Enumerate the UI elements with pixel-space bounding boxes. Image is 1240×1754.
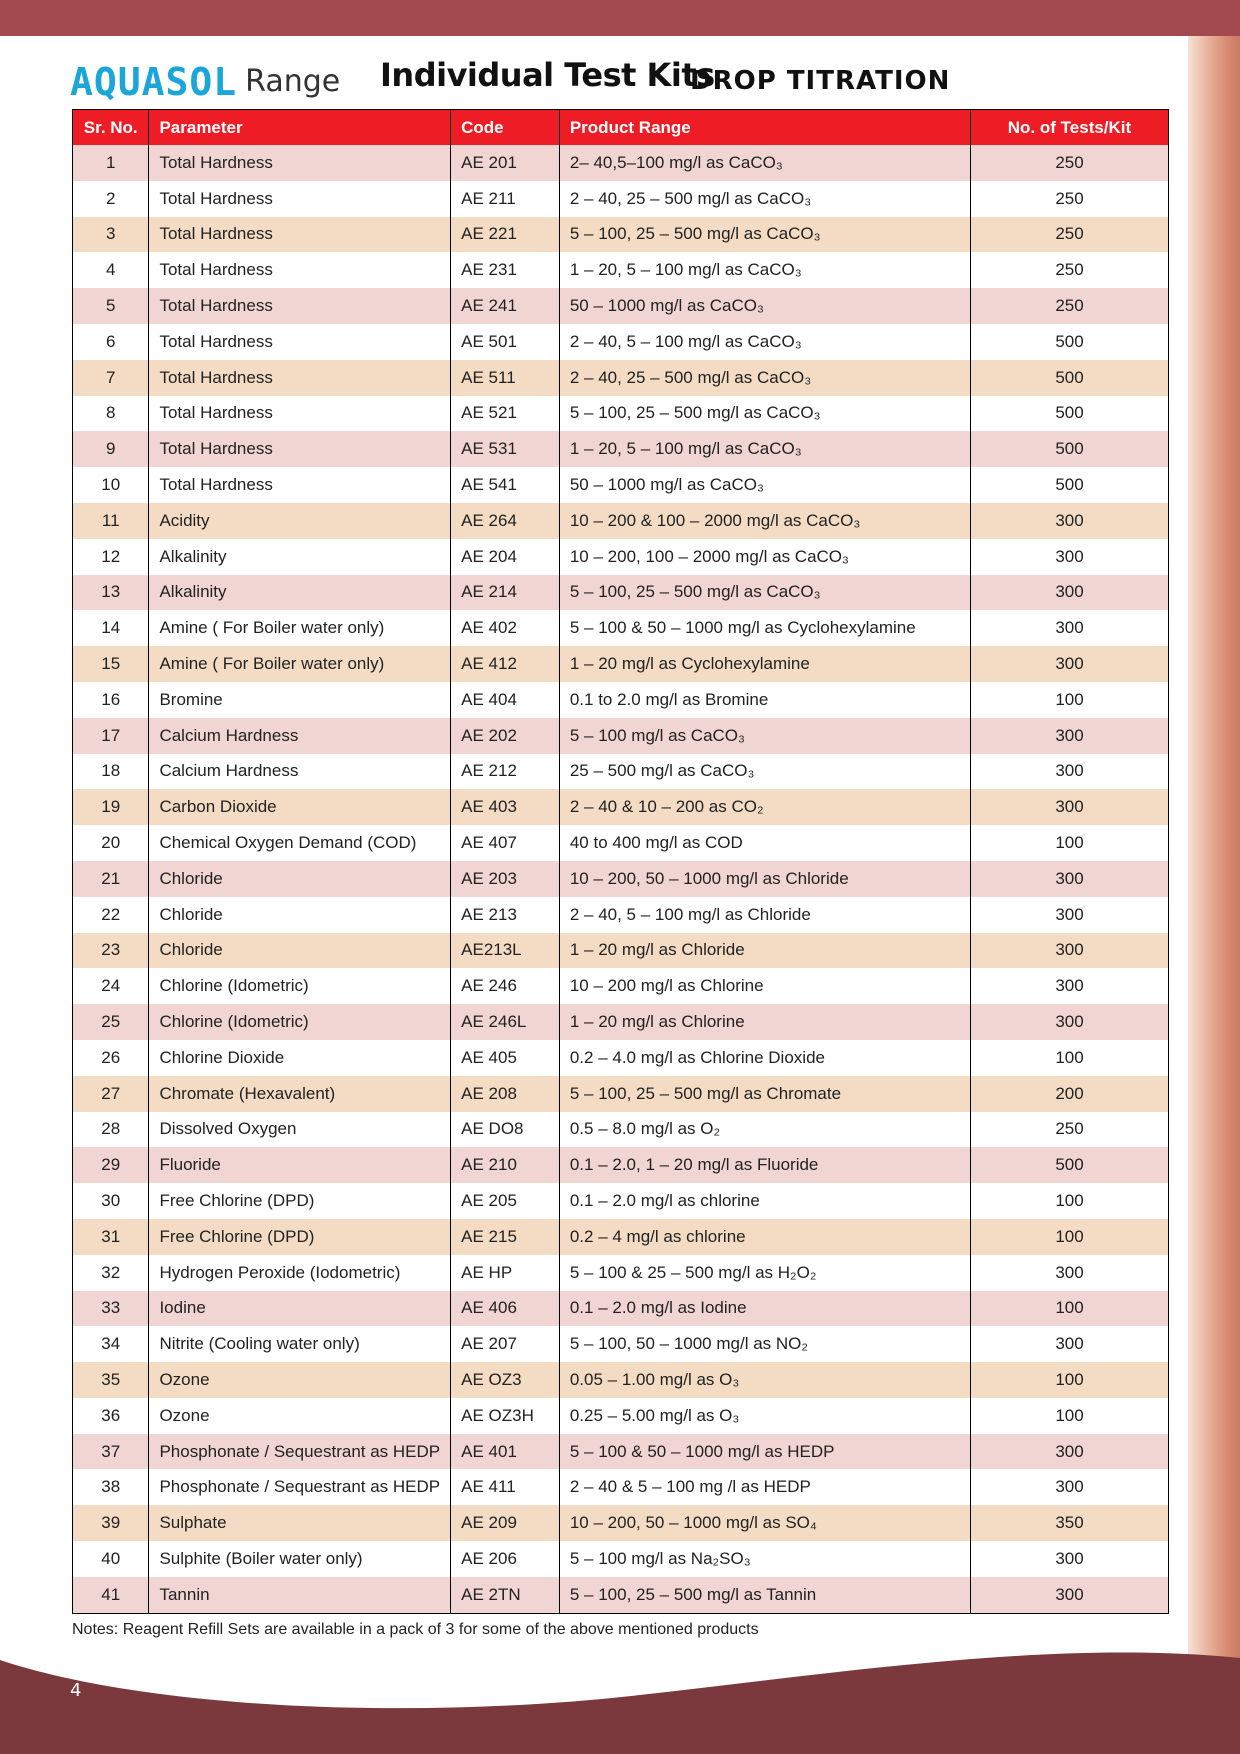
cell-tests-per-kit: 300: [971, 1255, 1169, 1291]
cell-sr-no: 33: [101, 1298, 121, 1318]
cell-sr-no: 20: [101, 833, 121, 853]
cell-tests-per-kit: 350: [971, 1505, 1169, 1541]
cell-code: AE 411: [451, 1469, 560, 1505]
cell-code: AE 212: [451, 754, 560, 790]
aquasol-logo: [70, 54, 340, 104]
table-row: [73, 1076, 1169, 1112]
cell-product-range: 10 – 200, 50 – 1000 mg/l as SO₄: [559, 1505, 970, 1541]
brand-range-word: Range: [245, 64, 341, 99]
cell-tests-per-kit: 300: [971, 897, 1169, 933]
table-row: [73, 1541, 1169, 1577]
cell-parameter: Dissolved Oxygen: [149, 1112, 451, 1148]
table-row: [73, 1291, 1169, 1327]
cell-tests-per-kit: 500: [971, 396, 1169, 432]
cell-tests-per-kit: 250: [971, 288, 1169, 324]
table-row: [73, 360, 1169, 396]
table-row: [73, 145, 1169, 181]
table-body: [73, 145, 1169, 1613]
cell-parameter: Total Hardness: [149, 467, 451, 503]
cell-sr-no: 41: [101, 1584, 121, 1604]
test-kits-table: [72, 109, 1169, 1614]
cell-tests-per-kit: 300: [971, 1469, 1169, 1505]
cell-product-range: 5 – 100 & 25 – 500 mg/l as H₂O₂: [559, 1255, 970, 1291]
cell-product-range: 5 – 100, 50 – 1000 mg/l as NO₂: [559, 1326, 970, 1362]
cell-tests-per-kit: 300: [971, 646, 1169, 682]
table-row: [73, 252, 1169, 288]
cell-product-range: 2– 40,5–100 mg/l as CaCO₃: [559, 145, 970, 181]
cell-product-range: 10 – 200 & 100 – 2000 mg/l as CaCO₃: [559, 503, 970, 539]
cell-parameter: Hydrogen Peroxide (Iodometric): [149, 1255, 451, 1291]
table-row: [73, 288, 1169, 324]
cell-product-range: 5 – 100, 25 – 500 mg/l as Tannin: [559, 1577, 970, 1613]
cell-product-range: 2 – 40 & 10 – 200 as CO₂: [559, 789, 970, 825]
cell-code: AE 402: [451, 610, 560, 646]
cell-sr-no: 8: [105, 403, 116, 423]
table-row: [73, 933, 1169, 969]
table-row: [73, 1004, 1169, 1040]
bottom-wave: [0, 1640, 1240, 1754]
cell-product-range: 5 – 100 & 50 – 1000 mg/l as HEDP: [559, 1434, 970, 1470]
cell-code: AE 208: [451, 1076, 560, 1112]
table-header-row: [73, 110, 1169, 146]
table-row: [73, 1434, 1169, 1470]
cell-sr-no: 19: [101, 797, 121, 817]
cell-code: AE 209: [451, 1505, 560, 1541]
cell-code: AE 203: [451, 861, 560, 897]
cell-code: AE 521: [451, 396, 560, 432]
cell-tests-per-kit: 250: [971, 252, 1169, 288]
cell-parameter: Alkalinity: [149, 539, 451, 575]
table-row: [73, 1112, 1169, 1148]
cell-sr-no: 39: [101, 1513, 121, 1533]
cell-sr-no: 34: [101, 1334, 121, 1354]
cell-tests-per-kit: 300: [971, 610, 1169, 646]
table-row: [73, 1040, 1169, 1076]
cell-product-range: 0.05 – 1.00 mg/l as O₃: [559, 1362, 970, 1398]
cell-code: AE 404: [451, 682, 560, 718]
cell-sr-no: 35: [101, 1369, 121, 1389]
cell-tests-per-kit: 100: [971, 1040, 1169, 1076]
cell-product-range: 0.25 – 5.00 mg/l as O₃: [559, 1398, 970, 1434]
cell-product-range: 0.2 – 4.0 mg/l as Chlorine Dioxide: [559, 1040, 970, 1076]
cell-parameter: Free Chlorine (DPD): [149, 1219, 451, 1255]
cell-code: AE 246: [451, 968, 560, 1004]
cell-sr-no: 4: [105, 260, 116, 280]
table-row: [73, 1255, 1169, 1291]
cell-product-range: 5 – 100, 25 – 500 mg/l as CaCO₃: [559, 217, 970, 253]
cell-code: AE213L: [451, 933, 560, 969]
cell-tests-per-kit: 300: [971, 539, 1169, 575]
table-row: [73, 825, 1169, 861]
cell-product-range: 1 – 20 mg/l as Chloride: [559, 933, 970, 969]
cell-product-range: 5 – 100 mg/l as CaCO₃: [559, 718, 970, 754]
cell-parameter: Fluoride: [149, 1147, 451, 1183]
cell-product-range: 5 – 100, 25 – 500 mg/l as CaCO₃: [559, 396, 970, 432]
brand-name: AQUASOL: [70, 60, 238, 104]
table-row: [73, 1505, 1169, 1541]
cell-product-range: 10 – 200, 50 – 1000 mg/l as Chloride: [559, 861, 970, 897]
table-row: [73, 968, 1169, 1004]
table-row: [73, 575, 1169, 611]
cell-product-range: 5 – 100, 25 – 500 mg/l as CaCO₃: [559, 575, 970, 611]
cell-code: AE 531: [451, 431, 560, 467]
cell-tests-per-kit: 500: [971, 467, 1169, 503]
cell-tests-per-kit: 300: [971, 789, 1169, 825]
cell-product-range: 5 – 100 mg/l as Na₂SO₃: [559, 1541, 970, 1577]
cell-product-range: 2 – 40 & 5 – 100 mg /l as HEDP: [559, 1469, 970, 1505]
cell-parameter: Total Hardness: [149, 252, 451, 288]
cell-parameter: Sulphate: [149, 1505, 451, 1541]
cell-parameter: Calcium Hardness: [149, 718, 451, 754]
cell-code: AE 205: [451, 1183, 560, 1219]
cell-sr-no: 23: [101, 940, 121, 960]
cell-sr-no: 1: [105, 152, 116, 172]
cell-product-range: 0.2 – 4 mg/l as chlorine: [559, 1219, 970, 1255]
cell-parameter: Phosphonate / Sequestrant as HEDP: [149, 1469, 451, 1505]
cell-product-range: 0.1 – 2.0 mg/l as chlorine: [559, 1183, 970, 1219]
cell-product-range: 50 – 1000 mg/l as CaCO₃: [559, 288, 970, 324]
table-row: [73, 503, 1169, 539]
cell-code: AE 202: [451, 718, 560, 754]
cell-parameter: Total Hardness: [149, 145, 451, 181]
cell-sr-no: 25: [101, 1012, 121, 1032]
cell-code: AE 241: [451, 288, 560, 324]
cell-code: AE 210: [451, 1147, 560, 1183]
cell-product-range: 0.1 – 2.0 mg/l as Iodine: [559, 1291, 970, 1327]
cell-tests-per-kit: 100: [971, 1362, 1169, 1398]
table-row: [73, 861, 1169, 897]
cell-code: AE 264: [451, 503, 560, 539]
cell-tests-per-kit: 300: [971, 1577, 1169, 1613]
cell-product-range: 1 – 20, 5 – 100 mg/l as CaCO₃: [559, 252, 970, 288]
cell-sr-no: 2: [105, 188, 116, 208]
cell-tests-per-kit: 250: [971, 181, 1169, 217]
cell-code: AE 511: [451, 360, 560, 396]
table-row: [73, 1577, 1169, 1613]
cell-sr-no: 22: [101, 904, 121, 924]
cell-sr-no: 15: [101, 654, 121, 674]
cell-parameter: Bromine: [149, 682, 451, 718]
table-row: [73, 1183, 1169, 1219]
cell-parameter: Sulphite (Boiler water only): [149, 1541, 451, 1577]
cell-sr-no: 18: [101, 761, 121, 781]
cell-tests-per-kit: 300: [971, 968, 1169, 1004]
cell-tests-per-kit: 300: [971, 575, 1169, 611]
table-row: [73, 1219, 1169, 1255]
cell-sr-no: 38: [101, 1477, 121, 1497]
cell-parameter: Total Hardness: [149, 288, 451, 324]
cell-sr-no: 13: [101, 582, 121, 602]
cell-sr-no: 40: [101, 1548, 121, 1568]
cell-tests-per-kit: 500: [971, 324, 1169, 360]
cell-product-range: 0.1 to 2.0 mg/l as Bromine: [559, 682, 970, 718]
cell-tests-per-kit: 100: [971, 1291, 1169, 1327]
cell-parameter: Chemical Oxygen Demand (COD): [149, 825, 451, 861]
cell-tests-per-kit: 500: [971, 1147, 1169, 1183]
page-number: 4: [70, 1680, 82, 1701]
table-row: [73, 1469, 1169, 1505]
cell-code: AE DO8: [451, 1112, 560, 1148]
cell-sr-no: 27: [101, 1083, 121, 1103]
cell-tests-per-kit: 100: [971, 1398, 1169, 1434]
column-header-tests-per-kit: No. of Tests/Kit: [971, 110, 1169, 146]
cell-parameter: Ozone: [149, 1398, 451, 1434]
table-row: [73, 396, 1169, 432]
cell-parameter: Alkalinity: [149, 575, 451, 611]
cell-product-range: 2 – 40, 25 – 500 mg/l as CaCO₃: [559, 181, 970, 217]
cell-parameter: Carbon Dioxide: [149, 789, 451, 825]
cell-parameter: Acidity: [149, 503, 451, 539]
cell-code: AE 231: [451, 252, 560, 288]
cell-code: AE 541: [451, 467, 560, 503]
cell-parameter: Total Hardness: [149, 181, 451, 217]
cell-code: AE 406: [451, 1291, 560, 1327]
cell-sr-no: 31: [101, 1226, 121, 1246]
cell-code: AE 215: [451, 1219, 560, 1255]
table-row: [73, 789, 1169, 825]
cell-sr-no: 10: [101, 475, 121, 495]
cell-parameter: Total Hardness: [149, 360, 451, 396]
cell-sr-no: 37: [101, 1441, 121, 1461]
cell-parameter: Chloride: [149, 861, 451, 897]
page-header: [70, 50, 1170, 110]
table-row: [73, 897, 1169, 933]
column-header-code: Code: [451, 110, 560, 146]
cell-sr-no: 26: [101, 1047, 121, 1067]
cell-code: AE OZ3: [451, 1362, 560, 1398]
cell-parameter: Iodine: [149, 1291, 451, 1327]
cell-sr-no: 11: [101, 510, 120, 530]
cell-product-range: 2 – 40, 5 – 100 mg/l as Chloride: [559, 897, 970, 933]
cell-sr-no: 21: [101, 868, 121, 888]
table-row: [73, 324, 1169, 360]
cell-product-range: 10 – 200, 100 – 2000 mg/l as CaCO₃: [559, 539, 970, 575]
cell-tests-per-kit: 300: [971, 1004, 1169, 1040]
cell-product-range: 1 – 20 mg/l as Cyclohexylamine: [559, 646, 970, 682]
cell-code: AE 407: [451, 825, 560, 861]
cell-code: AE 213: [451, 897, 560, 933]
cell-parameter: Total Hardness: [149, 396, 451, 432]
cell-tests-per-kit: 300: [971, 1541, 1169, 1577]
table-row: [73, 467, 1169, 503]
cell-code: AE 401: [451, 1434, 560, 1470]
cell-tests-per-kit: 300: [971, 1326, 1169, 1362]
footnote: Notes: Reagent Refill Sets are available in a pack of 3 for some of the above mentioned products: [72, 1621, 759, 1638]
cell-code: AE 201: [451, 145, 560, 181]
cell-code: AE OZ3H: [451, 1398, 560, 1434]
cell-code: AE 403: [451, 789, 560, 825]
cell-tests-per-kit: 300: [971, 861, 1169, 897]
cell-code: AE 246L: [451, 1004, 560, 1040]
cell-tests-per-kit: 300: [971, 1434, 1169, 1470]
cell-code: AE 2TN: [451, 1577, 560, 1613]
cell-tests-per-kit: 100: [971, 1219, 1169, 1255]
cell-code: AE 214: [451, 575, 560, 611]
table-row: [73, 181, 1169, 217]
cell-code: AE 204: [451, 539, 560, 575]
cell-code: AE 211: [451, 181, 560, 217]
cell-sr-no: 29: [101, 1155, 121, 1175]
cell-tests-per-kit: 100: [971, 682, 1169, 718]
cell-code: AE 412: [451, 646, 560, 682]
table-row: [73, 1326, 1169, 1362]
cell-sr-no: 30: [101, 1191, 121, 1210]
side-decoration: [1188, 36, 1240, 1676]
cell-sr-no: 7: [105, 367, 116, 387]
cell-parameter: Calcium Hardness: [149, 754, 451, 790]
cell-code: AE 501: [451, 324, 560, 360]
cell-code: AE 207: [451, 1326, 560, 1362]
cell-code: AE 405: [451, 1040, 560, 1076]
column-header-sr-no: Sr. No.: [73, 110, 149, 146]
cell-product-range: 1 – 20, 5 – 100 mg/l as CaCO₃: [559, 431, 970, 467]
cell-product-range: 5 – 100, 25 – 500 mg/l as Chromate: [559, 1076, 970, 1112]
cell-sr-no: 16: [101, 689, 121, 709]
cell-product-range: 1 – 20 mg/l as Chlorine: [559, 1004, 970, 1040]
table-row: [73, 718, 1169, 754]
table-row: [73, 217, 1169, 253]
cell-parameter: Amine ( For Boiler water only): [149, 610, 451, 646]
cell-parameter: Phosphonate / Sequestrant as HEDP: [149, 1434, 451, 1470]
table-row: [73, 431, 1169, 467]
cell-tests-per-kit: 500: [971, 360, 1169, 396]
cell-tests-per-kit: 200: [971, 1076, 1169, 1112]
table-row: [73, 1362, 1169, 1398]
cell-tests-per-kit: 250: [971, 1112, 1169, 1148]
cell-sr-no: 14: [101, 618, 121, 638]
cell-tests-per-kit: 300: [971, 718, 1169, 754]
table-row: [73, 610, 1169, 646]
cell-tests-per-kit: 250: [971, 145, 1169, 181]
column-header-product-range: Product Range: [559, 110, 970, 146]
cell-product-range: 50 – 1000 mg/l as CaCO₃: [559, 467, 970, 503]
cell-product-range: 2 – 40, 5 – 100 mg/l as CaCO₃: [559, 324, 970, 360]
cell-sr-no: 28: [101, 1119, 121, 1139]
cell-tests-per-kit: 300: [971, 754, 1169, 790]
cell-product-range: 2 – 40, 25 – 500 mg/l as CaCO₃: [559, 360, 970, 396]
cell-sr-no: 24: [101, 976, 121, 996]
cell-parameter: Chlorine (Idometric): [149, 968, 451, 1004]
cell-parameter: Total Hardness: [149, 431, 451, 467]
cell-parameter: Tannin: [149, 1577, 451, 1613]
cell-sr-no: 32: [101, 1262, 121, 1282]
cell-product-range: 0.5 – 8.0 mg/l as O₂: [559, 1112, 970, 1148]
cell-product-range: 5 – 100 & 50 – 1000 mg/l as Cyclohexylamine: [559, 610, 970, 646]
cell-tests-per-kit: 250: [971, 217, 1169, 253]
cell-tests-per-kit: 100: [971, 1183, 1169, 1219]
cell-parameter: Total Hardness: [149, 217, 451, 253]
top-band: [0, 0, 1240, 36]
cell-tests-per-kit: 500: [971, 431, 1169, 467]
cell-code: AE HP: [451, 1255, 560, 1291]
cell-tests-per-kit: 300: [971, 933, 1169, 969]
cell-parameter: Ozone: [149, 1362, 451, 1398]
column-header-parameter: Parameter: [149, 110, 451, 146]
cell-sr-no: 5: [105, 296, 116, 316]
cell-tests-per-kit: 100: [971, 825, 1169, 861]
cell-product-range: 0.1 – 2.0, 1 – 20 mg/l as Fluoride: [559, 1147, 970, 1183]
cell-sr-no: 6: [105, 331, 116, 351]
cell-tests-per-kit: 300: [971, 503, 1169, 539]
cell-sr-no: 17: [101, 725, 121, 745]
cell-sr-no: 3: [105, 224, 116, 244]
cell-code: AE 221: [451, 217, 560, 253]
page-subtitle: DROP TITRATION: [690, 66, 951, 96]
table-row: [73, 682, 1169, 718]
cell-product-range: 25 – 500 mg/l as CaCO₃: [559, 754, 970, 790]
cell-parameter: Chloride: [149, 933, 451, 969]
cell-product-range: 10 – 200 mg/l as Chlorine: [559, 968, 970, 1004]
cell-sr-no: 9: [105, 439, 116, 459]
cell-parameter: Chloride: [149, 897, 451, 933]
cell-code: AE 206: [451, 1541, 560, 1577]
cell-parameter: Nitrite (Cooling water only): [149, 1326, 451, 1362]
cell-parameter: Total Hardness: [149, 324, 451, 360]
cell-parameter: Chlorine (Idometric): [149, 1004, 451, 1040]
table-row: [73, 1147, 1169, 1183]
table-row: [73, 539, 1169, 575]
cell-sr-no: 12: [101, 546, 121, 566]
page-title: Individual Test Kits: [380, 56, 715, 94]
cell-parameter: Free Chlorine (DPD): [149, 1183, 451, 1219]
cell-sr-no: 36: [101, 1405, 121, 1425]
table-row: [73, 754, 1169, 790]
cell-parameter: Chlorine Dioxide: [149, 1040, 451, 1076]
table-row: [73, 1398, 1169, 1434]
cell-parameter: Amine ( For Boiler water only): [149, 646, 451, 682]
table-row: [73, 646, 1169, 682]
cell-product-range: 40 to 400 mg/l as COD: [559, 825, 970, 861]
cell-parameter: Chromate (Hexavalent): [149, 1076, 451, 1112]
